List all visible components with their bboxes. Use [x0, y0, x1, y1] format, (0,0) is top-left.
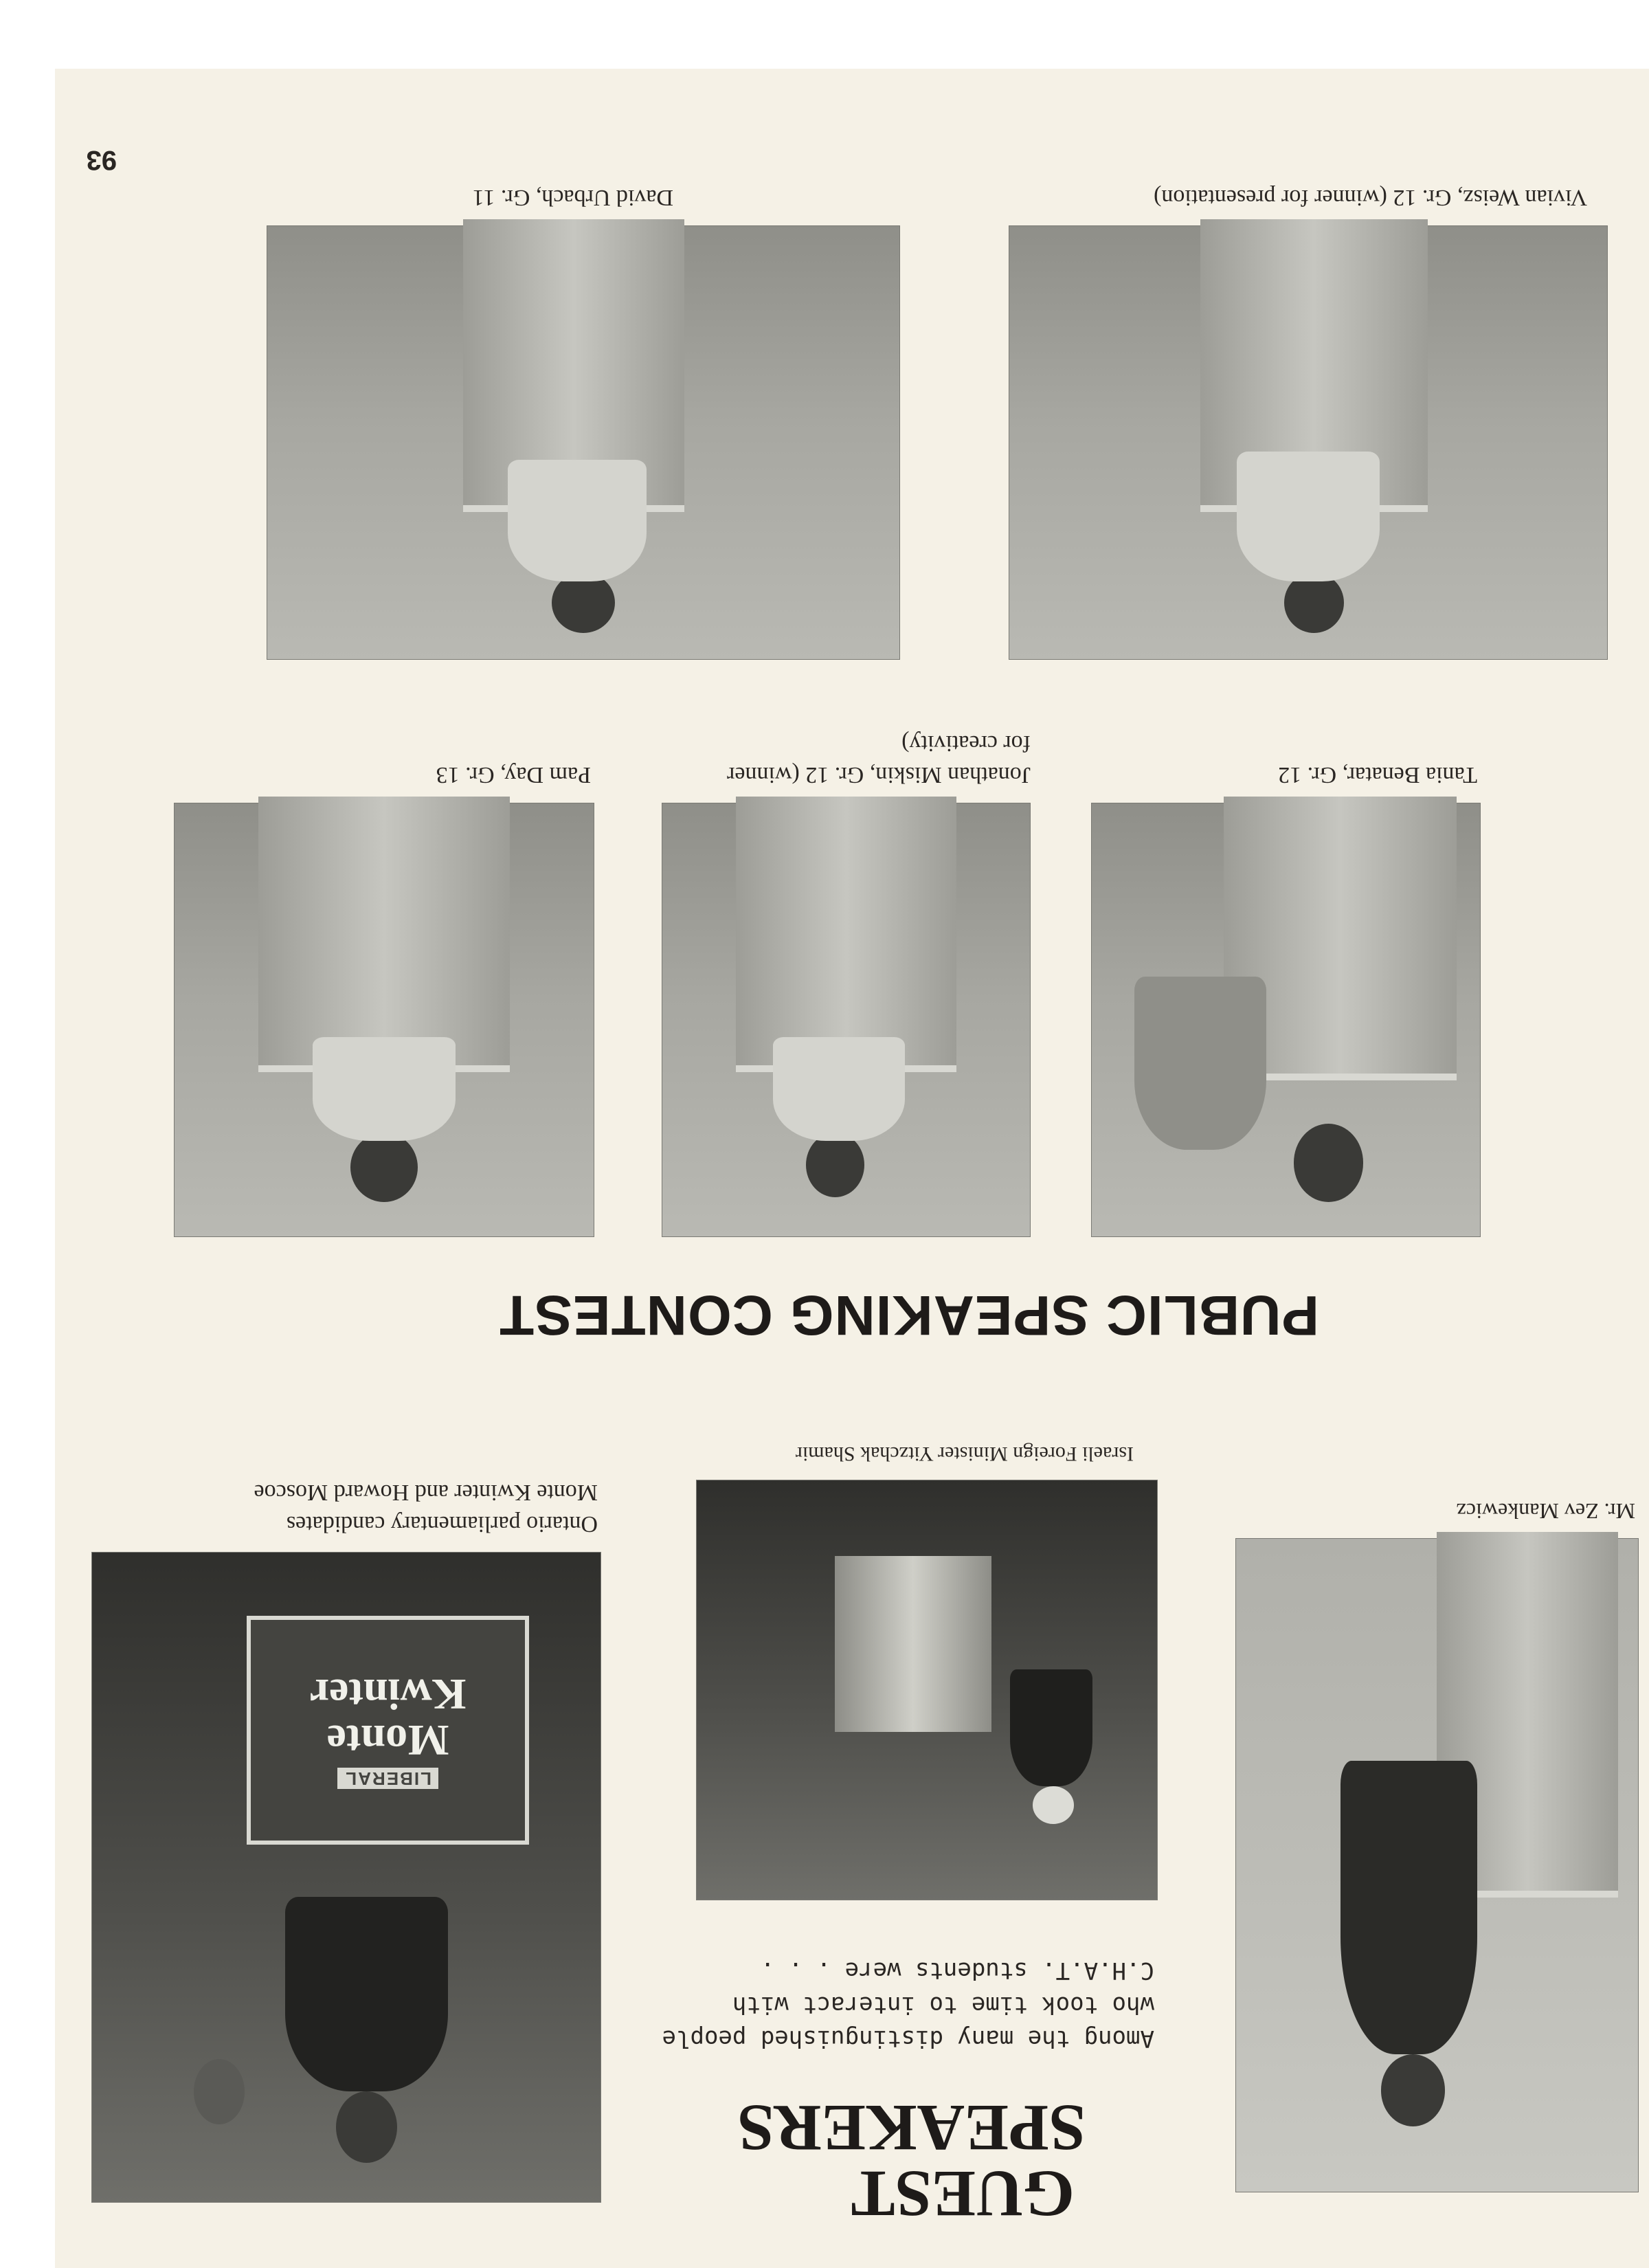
- figure-body: [1134, 977, 1266, 1150]
- figure-body: [313, 1037, 455, 1141]
- figure-head: [1284, 572, 1344, 633]
- figure-body: [773, 1037, 906, 1141]
- caption-mankewicz: Mr. Zev Mankewicz: [1456, 1499, 1635, 1524]
- figure-head: [1033, 1786, 1074, 1824]
- figure-body: [285, 1897, 448, 2092]
- figure-head: [194, 2059, 245, 2124]
- photo-pam-day: [174, 803, 594, 1237]
- caption-pam-day: Pam Day, Gr. 13: [436, 762, 591, 788]
- photo-miskin: [662, 803, 1031, 1237]
- heading-guest: GUEST: [851, 2157, 1075, 2231]
- figure-head: [350, 1133, 418, 1202]
- figure-body: [1010, 1669, 1093, 1787]
- figure-body: [508, 460, 647, 581]
- intro-line: who took time to interact with: [732, 1990, 1154, 2019]
- figure-head: [552, 572, 615, 633]
- public-speaking-heading: PUBLIC SPEAKING CONTEST: [499, 1284, 1319, 1346]
- caption-miskin: [727, 727, 1031, 790]
- figure-head: [336, 2091, 397, 2163]
- caption-line: for creativity): [901, 731, 1031, 757]
- photo-urbach: [267, 225, 900, 660]
- caption-urbach: David Urbach, Gr. 11: [472, 185, 673, 210]
- intro-line: C.H.A.T. students were . . .: [760, 1957, 1154, 1985]
- guest-speakers-intro: [662, 1953, 1154, 2055]
- figure-head: [1381, 2055, 1446, 2127]
- guest-speakers-heading: [737, 2091, 1086, 2231]
- sign-party-tag: LIBERAL: [337, 1768, 438, 1789]
- yearbook-page: [55, 69, 1649, 2268]
- photo-ontario-candidates: [91, 1552, 601, 2203]
- photo-mankewicz: [1235, 1538, 1639, 2192]
- sign-name-line1: Monte: [326, 1716, 449, 1766]
- caption-shamir: Israeli Foreign Minister Yitzchak Shamir: [795, 1443, 1134, 1465]
- photo-shamir: [696, 1480, 1158, 1900]
- sign-name-line2: Kwinter: [309, 1669, 467, 1719]
- figure-head: [806, 1133, 865, 1198]
- caption-ontario-candidates: [199, 1476, 598, 1539]
- ark-decoration: [835, 1556, 991, 1732]
- photo-benatar: [1091, 803, 1481, 1237]
- figure-body: [1237, 452, 1380, 581]
- caption-line: Ontario parliamentary candidates: [286, 1511, 598, 1537]
- caption-line: Monte Kwinter and Howard Moscoe: [254, 1480, 598, 1506]
- page-number: 93: [86, 145, 117, 175]
- figure-body: [1340, 1761, 1477, 2055]
- intro-line: Among the many distinguished people: [662, 2025, 1154, 2052]
- campaign-sign: [247, 1616, 530, 1845]
- figure-head: [1294, 1124, 1364, 1201]
- page-content-rotated: [55, 69, 1649, 2268]
- caption-weisz: Vivian Weisz, Gr. 12 (winner for presentation): [1154, 185, 1587, 210]
- photo-weisz: [1009, 225, 1608, 660]
- caption-benatar: Tania Benatar, Gr. 12: [1278, 762, 1477, 788]
- podium: [736, 797, 956, 1072]
- heading-speakers: SPEAKERS: [737, 2091, 1086, 2165]
- podium: [258, 797, 510, 1072]
- caption-line: Jonathan Miskin, Gr. 12 (winner: [727, 762, 1031, 788]
